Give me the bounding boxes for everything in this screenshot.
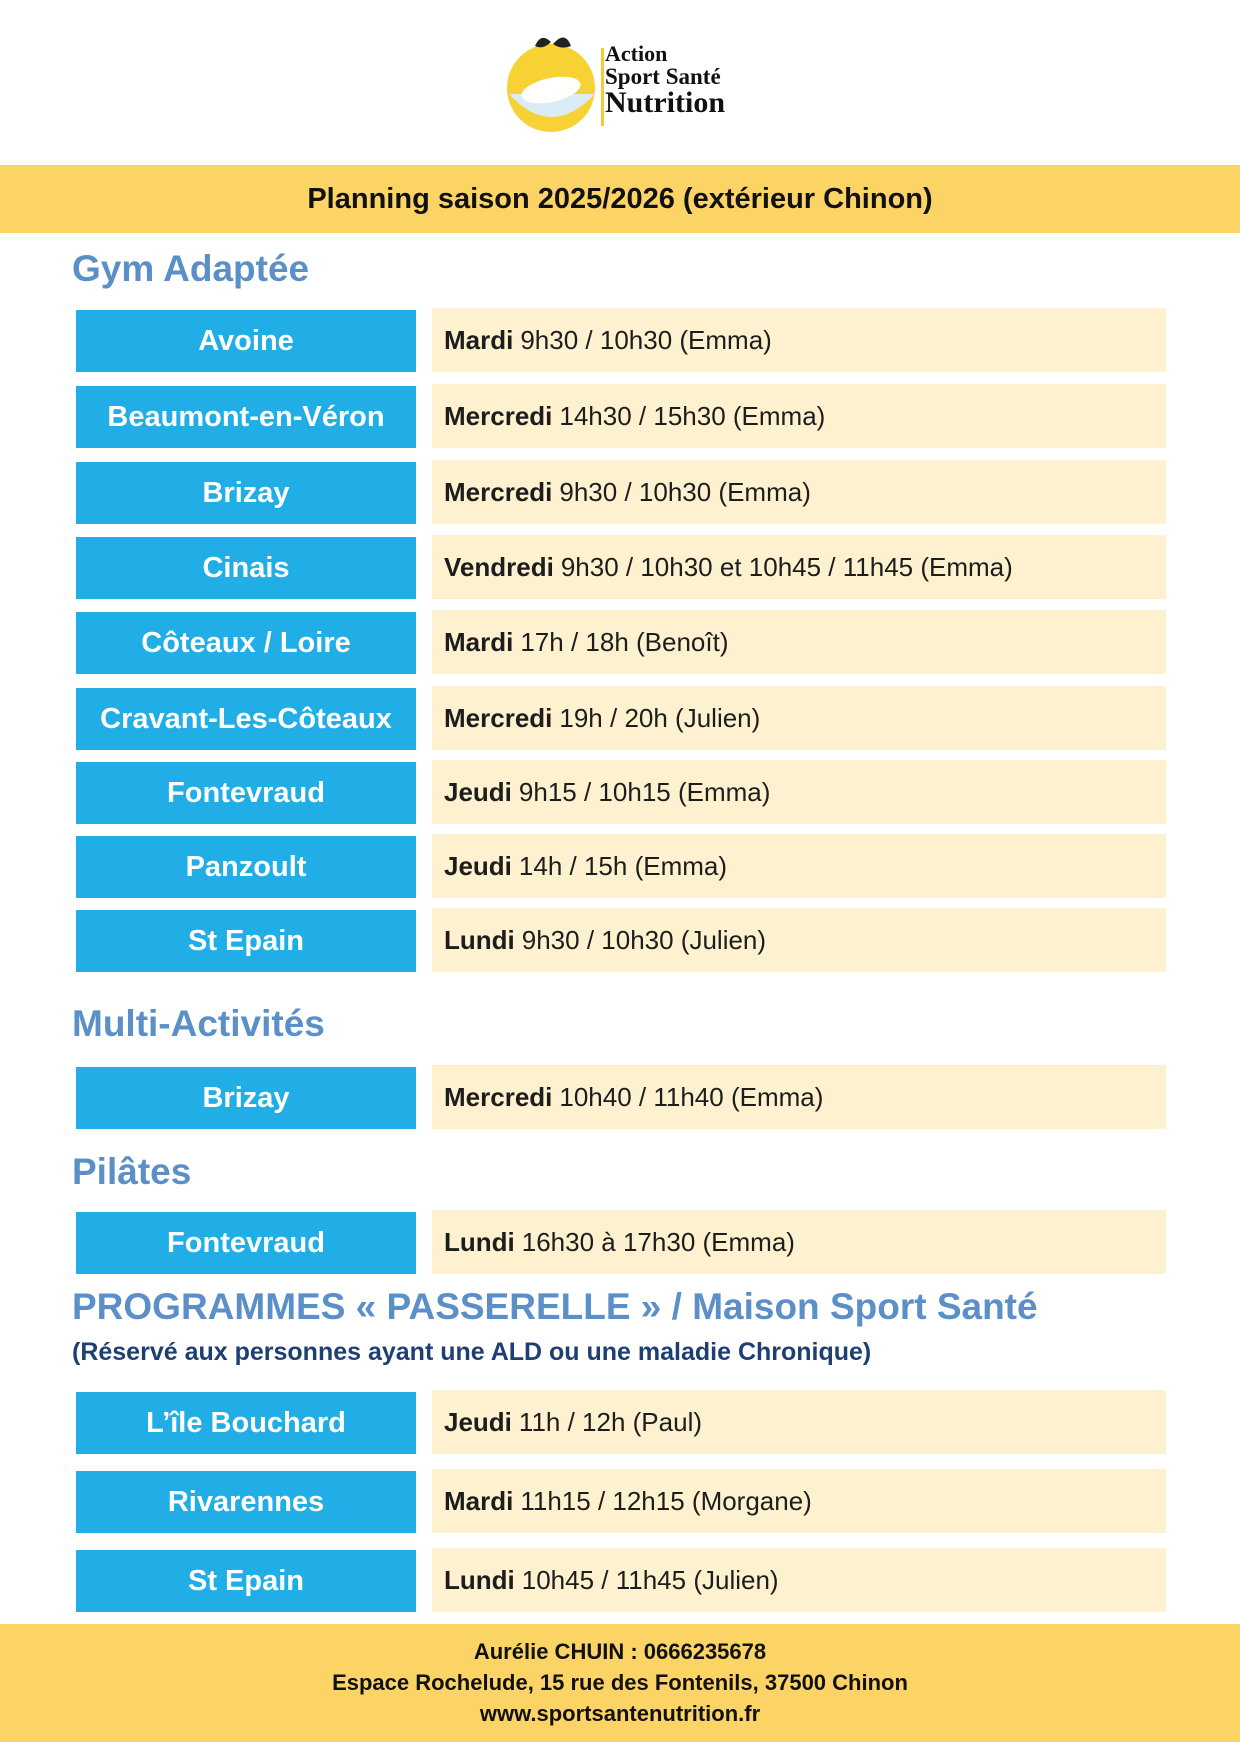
schedule-cell (432, 610, 1166, 674)
location-cell: Fontevraud (76, 1212, 416, 1274)
schedule-day: Mercredi (444, 1081, 553, 1112)
schedule-time: 9h15 / 10h15 (Emma) (518, 776, 771, 807)
schedule-day: Jeudi (444, 776, 512, 807)
section-title-pilates: Pilâtes (72, 1151, 192, 1192)
logo-plate-icon (505, 28, 601, 136)
schedule-time: 9h30 / 10h30 et 10h45 / 11h45 (Emma) (560, 551, 1013, 582)
schedule-cell (432, 760, 1166, 824)
schedule-time: 10h45 / 11h45 (Julien) (521, 1564, 779, 1595)
location-cell: Cinais (76, 537, 416, 599)
schedule-day: Lundi (444, 924, 515, 955)
section-subtitle-passerelle: (Réservé aux personnes ayant une ALD ou une maladie Chronique) (72, 1338, 872, 1366)
footer (0, 1624, 1240, 1742)
location-cell: L’île Bouchard (76, 1392, 416, 1454)
location-cell: St Epain (76, 1550, 416, 1612)
schedule-time: 14h30 / 15h30 (Emma) (559, 400, 826, 431)
schedule-cell (432, 535, 1166, 599)
schedule-cell (432, 1390, 1166, 1454)
logo-divider (601, 48, 604, 126)
footer-contact: Aurélie CHUIN : 0666235678 (473, 1639, 767, 1664)
schedule-cell (432, 834, 1166, 898)
schedule-time: 17h / 18h (Benoît) (520, 626, 729, 657)
schedule-day: Lundi (444, 1226, 515, 1257)
schedule-day: Jeudi (444, 1406, 512, 1437)
schedule-day: Mercredi (444, 702, 553, 733)
schedule-time: 9h30 / 10h30 (Julien) (521, 924, 767, 955)
schedule-time: 16h30 à 17h30 (Emma) (521, 1226, 795, 1257)
logo-line-1: Action (605, 41, 668, 66)
schedule-cell (432, 384, 1166, 448)
schedule-cell (432, 686, 1166, 750)
location-cell: Côteaux / Loire (76, 612, 416, 674)
schedule-day: Lundi (444, 1564, 515, 1595)
page-title: Planning saison 2025/2026 (extérieur Chinon) (0, 165, 1240, 233)
schedule-cell (432, 908, 1166, 972)
location-cell: Beaumont-en-Véron (76, 386, 416, 448)
location-cell: Cravant-Les-Côteaux (76, 688, 416, 750)
schedule-cell (432, 1469, 1166, 1533)
location-cell: Panzoult (76, 836, 416, 898)
schedule-day: Mardi (444, 626, 514, 657)
schedule-time: 19h / 20h (Julien) (559, 702, 761, 733)
logo-wordmark (605, 42, 725, 118)
schedule-cell (432, 1210, 1166, 1274)
brand-logo (505, 28, 755, 136)
footer-website[interactable]: www.sportsantenutrition.fr (479, 1701, 761, 1726)
location-cell: Brizay (76, 1067, 416, 1129)
schedule-day: Jeudi (444, 850, 512, 881)
schedule-cell (432, 460, 1166, 524)
location-cell: St Epain (76, 910, 416, 972)
location-cell: Avoine (76, 310, 416, 372)
schedule-time: 9h30 / 10h30 (Emma) (520, 324, 772, 355)
schedule-time: 9h30 / 10h30 (Emma) (559, 476, 811, 507)
section-title-gym: Gym Adaptée (72, 248, 310, 289)
schedule-day: Mardi (444, 324, 514, 355)
schedule-day: Mercredi (444, 476, 553, 507)
logo-line-3: Nutrition (605, 86, 725, 119)
schedule-cell (432, 1548, 1166, 1612)
schedule-day: Mercredi (444, 400, 553, 431)
schedule-time: 14h / 15h (Emma) (518, 850, 728, 881)
schedule-time: 10h40 / 11h40 (Emma) (559, 1081, 824, 1112)
schedule-day: Mardi (444, 1485, 514, 1516)
logo-line-2: Sport Santé (605, 64, 721, 89)
schedule-day: Vendredi (444, 551, 554, 582)
location-cell: Brizay (76, 462, 416, 524)
location-cell: Rivarennes (76, 1471, 416, 1533)
schedule-cell (432, 308, 1166, 372)
section-title-passerelle: PROGRAMMES « PASSERELLE » / Maison Sport Santé (72, 1286, 1038, 1327)
schedule-time: 11h / 12h (Paul) (518, 1406, 703, 1437)
location-cell: Fontevraud (76, 762, 416, 824)
schedule-time: 11h15 / 12h15 (Morgane) (520, 1485, 812, 1516)
section-title-multi: Multi-Activités (72, 1003, 325, 1044)
schedule-cell (432, 1065, 1166, 1129)
footer-address: Espace Rochelude, 15 rue des Fontenils, 37500 Chinon (332, 1670, 908, 1695)
